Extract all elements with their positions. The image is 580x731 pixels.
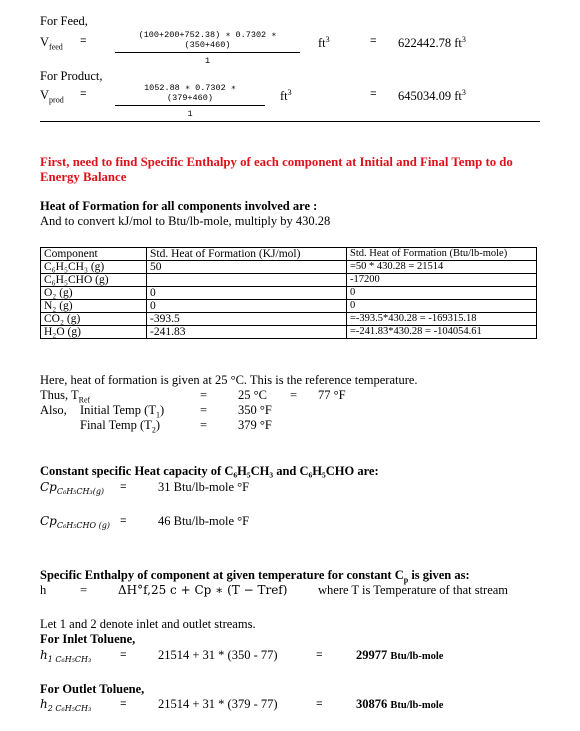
heat-of-formation-table bbox=[40, 247, 537, 339]
initial-temp-eq: = bbox=[200, 403, 208, 417]
header-btu: Std. Heat of Formation (Btu/lb-mole) bbox=[347, 248, 537, 261]
cell-component: C₆H₅CH₃ (g) bbox=[41, 261, 147, 274]
product-numerator: 1052.88 ∗ 0.7302 ∗ (379+460) bbox=[115, 83, 265, 106]
outlet-result: 30876 Btu/lb-mole bbox=[356, 697, 444, 711]
cell-kj: 0 bbox=[147, 287, 347, 300]
enthalpy-where: where T is Temperature of that stream bbox=[318, 583, 509, 597]
section-divider bbox=[40, 121, 540, 122]
feed-denominator: 1 bbox=[204, 56, 211, 66]
table-row bbox=[41, 261, 537, 274]
table-row bbox=[41, 300, 537, 313]
header-component: Component bbox=[41, 248, 147, 261]
product-result: 645034.09 $ft^3$ bbox=[398, 88, 466, 104]
feed-variable: $V_{feed}$ bbox=[40, 35, 63, 52]
enthalpy-eq: = bbox=[80, 583, 88, 597]
cell-kj: -241.83 bbox=[147, 326, 347, 339]
cp-benzaldehyde-value: 46 Btu/lb-mole °F bbox=[158, 514, 250, 528]
hof-heading: Heat of Formation for all components involved are : bbox=[40, 199, 318, 213]
inlet-eq-2: = bbox=[316, 650, 323, 662]
reference-sentence: Here, heat of formation is given at 25 °C. This is the reference temperature. bbox=[40, 373, 418, 387]
cell-kj: 50 bbox=[147, 261, 347, 274]
cell-component: N₂ (g) bbox=[41, 300, 147, 313]
cp-toluene-symbol: $Cp_{C_6H_5CH_3(g)}$ bbox=[40, 480, 105, 496]
reference-eq-2: = bbox=[290, 388, 298, 402]
outlet-heading: For Outlet Toluene, bbox=[40, 682, 145, 696]
feed-unit: $ft^3$ bbox=[318, 35, 330, 51]
feed-equals: = bbox=[80, 36, 87, 48]
product-denominator: 1 bbox=[187, 109, 193, 119]
reference-eq: = bbox=[200, 388, 208, 402]
cell-btu: -17200 bbox=[347, 274, 537, 287]
outlet-expression: 21514 + 31 * (379 - 77) bbox=[158, 697, 278, 711]
also-label: Also, bbox=[40, 403, 67, 417]
initial-temp-value: 350 °F bbox=[238, 403, 272, 417]
table-row bbox=[41, 287, 537, 300]
cell-btu: =50 * 430.28 = 21514 bbox=[347, 261, 537, 274]
feed-fraction bbox=[115, 30, 300, 66]
inlet-eq: = bbox=[120, 650, 127, 662]
cell-component: CO₂ (g) bbox=[41, 313, 147, 326]
product-equals-2: = bbox=[370, 89, 377, 101]
enthalpy-h: h bbox=[40, 583, 47, 597]
hof-convert-note: And to convert kJ/mol to Btu/lb-mole, multiply by 430.28 bbox=[40, 214, 331, 228]
cell-kj bbox=[147, 274, 347, 287]
cp-heading: Constant specific Heat capacity of C₆H₅CH₃ and C₆H₅CHO are: bbox=[40, 464, 379, 478]
feed-numerator: (100+200+752.38) ∗ 0.7302 ∗ (350+460) bbox=[115, 30, 300, 53]
cell-kj: 0 bbox=[147, 300, 347, 313]
cell-kj: -393.5 bbox=[147, 313, 347, 326]
let-note: Let 1 and 2 denote inlet and outlet streams. bbox=[40, 617, 256, 631]
feed-equals-2: = bbox=[370, 36, 377, 48]
cp-toluene-value: 31 Btu/lb-mole °F bbox=[158, 480, 250, 494]
inlet-symbol: $h_{1 C_6H_5CH_3}$ bbox=[40, 648, 92, 664]
outlet-symbol: $h_{2 C_6H_5CH_3}$ bbox=[40, 697, 92, 713]
cell-btu: 0 bbox=[347, 287, 537, 300]
cell-component: H₂O (g) bbox=[41, 326, 147, 339]
reference-thus: Thus, $T_{Ref}$ bbox=[40, 388, 91, 405]
product-variable: $V_{prod}$ bbox=[40, 88, 64, 105]
feed-label: For Feed, bbox=[40, 14, 88, 28]
product-equals: = bbox=[80, 89, 87, 101]
cp-benzaldehyde-symbol: $Cp_{C_6H_5CHO (g)}$ bbox=[40, 514, 110, 530]
enthalpy-formula: ΔH°f,25 c + Cp ∗ (T − Tref) bbox=[118, 583, 288, 597]
outlet-eq: = bbox=[120, 699, 127, 711]
inlet-expression: 21514 + 31 * (350 - 77) bbox=[158, 648, 278, 662]
product-label: For Product, bbox=[40, 69, 103, 83]
table-header-row bbox=[41, 248, 537, 261]
reference-temp-c: 25 °C bbox=[238, 388, 267, 402]
header-kj: Std. Heat of Formation (KJ/mol) bbox=[147, 248, 347, 261]
cp-benzaldehyde-eq: = bbox=[120, 516, 127, 528]
cell-btu: =-241.83*430.28 = -104054.61 bbox=[347, 326, 537, 339]
product-fraction bbox=[115, 83, 265, 119]
red-heading: First, need to find Specific Enthalpy of each component at Initial and Final Temp to do Energy Balance bbox=[40, 155, 513, 184]
feed-result: 622442.78 $ft^3$ bbox=[398, 35, 466, 51]
enthalpy-heading: Specific Enthalpy of component at given temperature for constant $C_p$ is given as: bbox=[40, 568, 470, 585]
final-temp-eq: = bbox=[200, 418, 208, 432]
cell-component: O₂ (g) bbox=[41, 287, 147, 300]
inlet-heading: For Inlet Toluene, bbox=[40, 632, 136, 646]
cp-toluene-eq: = bbox=[120, 482, 127, 494]
initial-temp-label: Initial Temp $(T_1)$ bbox=[80, 403, 165, 420]
cell-component: C₆H₅CHO (g) bbox=[41, 274, 147, 287]
table-row bbox=[41, 313, 537, 326]
final-temp-label: Final Temp $(T_2)$ bbox=[80, 418, 160, 435]
cell-btu: =-393.5*430.28 = -169315.18 bbox=[347, 313, 537, 326]
outlet-eq-2: = bbox=[316, 699, 323, 711]
reference-temp-f: 77 °F bbox=[318, 388, 346, 402]
table-row bbox=[41, 274, 537, 287]
final-temp-value: 379 °F bbox=[238, 418, 272, 432]
cell-btu: 0 bbox=[347, 300, 537, 313]
table-row bbox=[41, 326, 537, 339]
inlet-result: 29977 Btu/lb-mole bbox=[356, 648, 444, 662]
product-unit: $ft^3$ bbox=[280, 88, 292, 104]
